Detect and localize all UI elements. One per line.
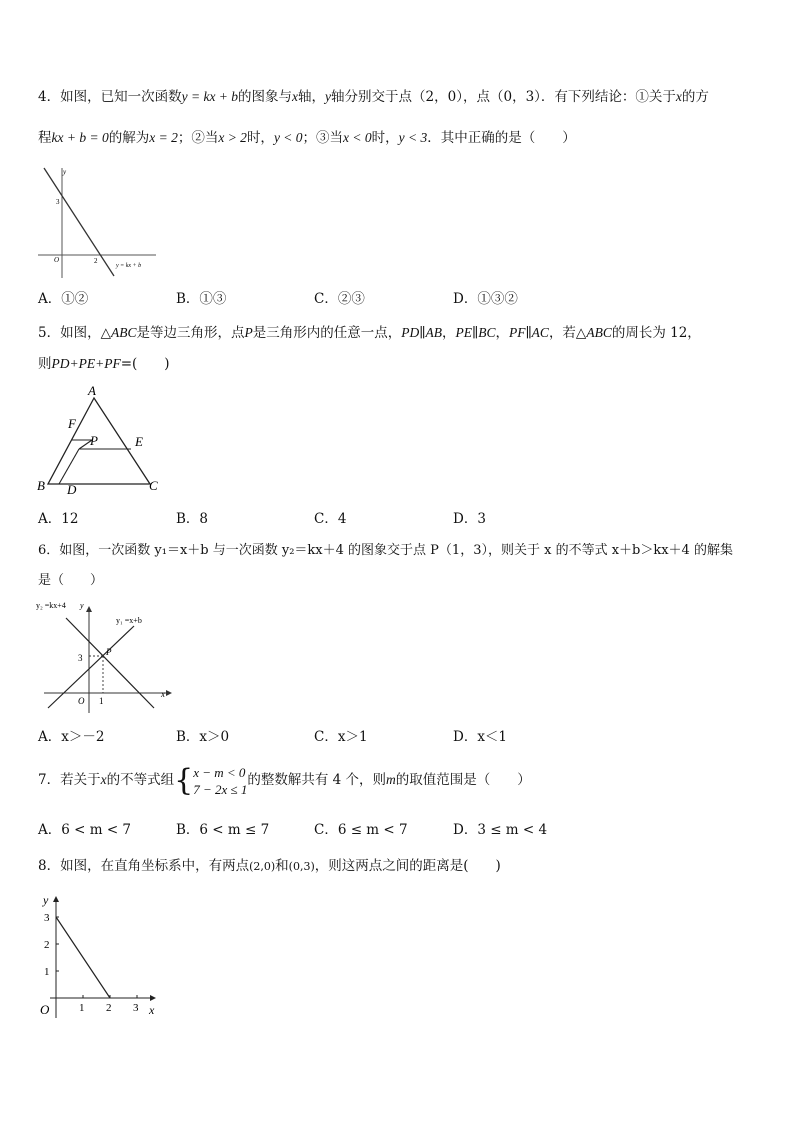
q5-text: 是三角形内的任意一点，	[252, 325, 402, 341]
q4-var: x	[292, 89, 299, 104]
q5-triangle-figure	[36, 384, 166, 496]
q4-label-y: y	[63, 168, 67, 176]
q7-system	[193, 764, 247, 798]
q4-label-2: 2	[94, 257, 98, 265]
q7-option-d[interactable]: D．3 ≤ m < 4	[453, 822, 548, 838]
q6-x-arrow	[166, 690, 172, 696]
q6-option-b[interactable]: B．x＞0	[176, 729, 230, 745]
q4-option-c[interactable]: C．②③	[314, 291, 365, 307]
q6-label-3: 3	[78, 653, 83, 663]
q8-label-o: O	[40, 1002, 50, 1017]
q5-text: ，若△	[548, 325, 587, 341]
q8-x-arrow	[150, 995, 156, 1001]
q5-math: PD+PE+PF	[51, 356, 121, 371]
q5-math: ABC	[110, 325, 137, 340]
q5-text: 5．如图，△	[38, 325, 111, 341]
q4-text: 4．如图，已知一次函数	[38, 89, 182, 105]
q6-option-d[interactable]: D．x＜1	[453, 729, 508, 745]
q4-label-function: y = kx + b	[116, 263, 142, 269]
q8-text: ，则这两点之间的距离是( )	[314, 858, 501, 874]
q5-label-e: E	[135, 434, 143, 449]
q8-stem	[38, 857, 501, 876]
q5-option-c[interactable]: C．4	[314, 511, 347, 527]
q5-stem-line2	[38, 355, 170, 373]
q8-point-2: (0,3)	[288, 860, 315, 873]
q4-var: y	[325, 89, 332, 104]
q5-math: PF∥AC	[508, 325, 549, 340]
q4-graph	[38, 166, 158, 282]
q4-math: x < 0	[343, 130, 372, 145]
q4-text: 的图象与	[238, 89, 293, 105]
q4-math: x > 2	[218, 130, 247, 145]
q7-inequality-2: 7 − 2x ≤ 1	[193, 781, 248, 797]
q6-label-p: P	[106, 647, 112, 657]
q5-option-d[interactable]: D．3	[453, 511, 486, 527]
q5-math: PE∥BC	[455, 325, 496, 340]
q8-label-y: y	[43, 893, 49, 907]
q5-text: 的周长为 12，	[611, 325, 701, 341]
q4-text: ；③当	[302, 130, 344, 146]
q7-stem	[38, 762, 531, 798]
q8-tick-label-y3: 3	[44, 912, 50, 924]
q5-math: PD∥AB	[401, 325, 442, 340]
q6-label-y: y	[80, 601, 84, 610]
q4-text: ；②当	[177, 130, 219, 146]
q6-stem-line2: 是（ ）	[38, 573, 104, 588]
q4-math: y < 0	[273, 130, 303, 145]
q4-text: 轴分别交于点（2，0），点（0，3）．有下列结论：①关于	[331, 89, 676, 105]
q6-option-c[interactable]: C．x＞1	[314, 729, 368, 745]
q7-inequality-1: x − m < 0	[193, 764, 246, 780]
q4-text: 轴，	[298, 89, 326, 105]
q8-label-x: x	[149, 1003, 155, 1017]
q7-option-b[interactable]: B．6 < m ≤ 7	[176, 822, 270, 838]
q5-text: =( )	[120, 356, 170, 372]
q6-label-1: 1	[99, 696, 104, 706]
q7-text: 的整数解共有 4 个，则	[247, 772, 387, 788]
q8-text: 和	[275, 858, 289, 874]
q7-text: 的不等式组	[106, 772, 175, 788]
q4-option-d[interactable]: D．①③②	[453, 291, 518, 307]
q6-stem-line1: 6．如图，一次函数 y₁＝x＋b 与一次函数 y₂＝kx＋4 的图象交于点 P（1，3），则关于 x 的不等式 x＋b＞kx＋4 的解集	[38, 543, 733, 558]
q6-graph	[36, 598, 176, 716]
q4-stem-line1	[38, 88, 709, 106]
q4-option-b[interactable]: B．①③	[176, 291, 227, 307]
q5-segment-pd	[59, 449, 79, 484]
q8-tick-label-x3: 3	[133, 1002, 139, 1014]
q4-text: 时，	[246, 130, 274, 146]
q5-label-b: B	[37, 478, 45, 493]
q5-math: P	[244, 325, 253, 340]
q5-option-b[interactable]: B．8	[176, 511, 209, 527]
q5-text: ，	[441, 325, 456, 341]
q4-stem-line2	[38, 129, 576, 147]
q7-option-a[interactable]: A．6 < m < 7	[38, 822, 132, 838]
q6-line-y2	[66, 618, 154, 708]
q7-text: 的取值范围是（ ）	[395, 772, 531, 788]
q8-text: 8．如图，在直角坐标系中，有两点	[38, 858, 250, 874]
q5-label-d: D	[67, 482, 77, 497]
q4-var: x	[675, 89, 682, 104]
q5-option-a[interactable]: A．12	[38, 511, 79, 527]
q4-text: 时，	[371, 130, 399, 146]
q5-text: 是等边三角形，点	[136, 325, 245, 341]
q5-label-a: A	[88, 383, 96, 398]
q4-text: 的解为	[108, 130, 150, 146]
q5-label-c: C	[149, 478, 158, 493]
q4-equation: kx + b = 0	[51, 130, 109, 145]
q7-brace: {	[174, 762, 194, 798]
q8-tick-label-x1: 1	[79, 1002, 85, 1014]
q4-math: y < 3	[398, 130, 428, 145]
q4-label-3: 3	[56, 198, 60, 206]
q5-stem-line1	[38, 324, 701, 342]
q7-var: x	[100, 772, 107, 787]
q4-equation: y = kx + b	[181, 89, 239, 104]
q5-math: ABC	[586, 325, 612, 340]
q8-tick-label-y1: 1	[44, 966, 50, 978]
q8-tick-label-x2: 2	[106, 1002, 112, 1014]
q4-math: x = 2	[149, 130, 178, 145]
q6-label-x: x	[161, 689, 165, 699]
q6-label-o: O	[78, 696, 85, 706]
q8-graph	[36, 890, 166, 1020]
q7-option-c[interactable]: C．6 ≤ m < 7	[314, 822, 408, 838]
q5-label-f: F	[68, 416, 76, 431]
q6-label-y1: y₁ =x+b	[116, 616, 142, 625]
q6-line-y1	[48, 626, 134, 708]
q8-y-arrow	[53, 896, 59, 902]
q6-label-y2: y₂ =kx+4	[36, 601, 66, 610]
q5-text: ，	[495, 325, 509, 341]
q4-text: ．其中正确的是（ ）	[427, 130, 576, 146]
q7-text: 7．若关于	[38, 772, 101, 788]
q8-segment	[56, 917, 110, 998]
q4-text: 程	[38, 130, 52, 146]
q6-y-arrow	[86, 606, 92, 612]
q8-tick-label-y2: 2	[44, 939, 50, 951]
q5-label-p: P	[90, 433, 98, 448]
q8-point-1: (2,0)	[249, 860, 276, 873]
q5-text: 则	[38, 356, 52, 372]
q4-text: 的方	[681, 89, 709, 105]
q7-var: m	[386, 772, 396, 787]
q4-option-a[interactable]: A．①②	[38, 291, 89, 307]
q4-label-o: O	[54, 256, 60, 264]
q6-option-a[interactable]: A．x＞－2	[38, 729, 105, 745]
